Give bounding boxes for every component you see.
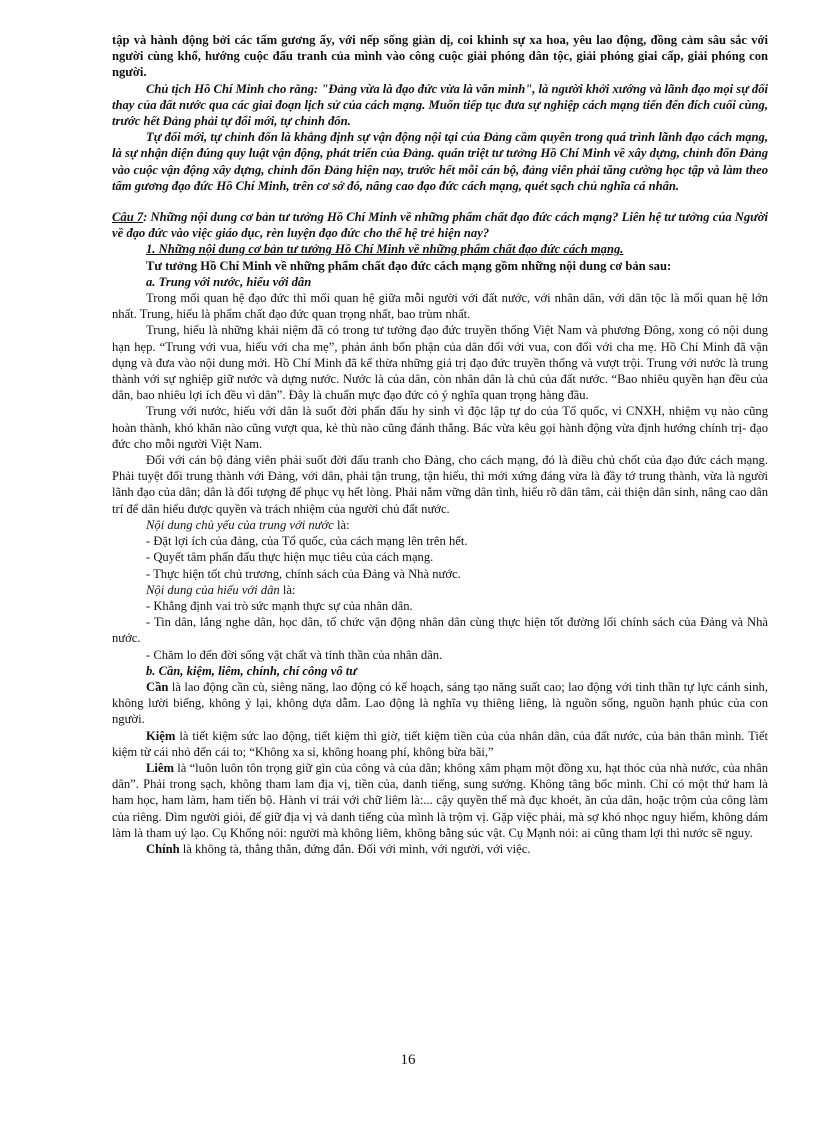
hieu-heading — [112, 582, 768, 598]
can-definition: là lao động cần cù, siêng năng, lao động có kế hoạch, sáng tạo năng suất cao; lao động với tinh thần tự lực cánh sinh, không lười biếng, không ỷ lại, không dựa dẫm. Lao động là nghĩa vụ thiêng liêng, là nguồn sống, nguồn hạnh phúc của con người. — [112, 679, 768, 727]
term-kiem: Kiệm — [146, 728, 176, 743]
list-item: - Đặt lợi ích của đảng, của Tổ quốc, của cách mạng lên trên hết. — [146, 534, 468, 549]
chinh-definition: là không tà, thẳng thắn, đứng đắn. Đối với mình, với người, với việc. — [179, 841, 531, 856]
paragraph-continued: tập và hành động bởi các tấm gương ấy, với nếp sống giản dị, coi khinh sự xa hoa, yêu lao động, đồng cảm sâu sắc với người cùng khổ, hướng cuộc đấu tranh của mình vào công cuộc giải phóng dân tộc, giải phóng giai cấp, giải phóng con người. — [112, 33, 768, 80]
term-chinh: Chính — [146, 841, 180, 856]
paragraph-chinh — [112, 841, 768, 857]
paragraph-ho-chi-minh-party: Chủ tịch Hồ Chí Minh cho rằng: "Đảng vừa là đạo đức vừa là văn minh", là người khởi xướng và lãnh đạo mọi sự đổi thay của đất nước qua các giai đoạn lịch sử của cách mạng. Muốn tiếp tục đưa sự nghiệp cách mạng tiến đến đích cuối cùng, trước hết Đảng phải tự đổi mới, tự chỉnh đốn. — [112, 81, 768, 129]
list-item: - Thực hiện tốt chủ trương, chính sách của Đảng và Nhà nước. — [146, 566, 461, 581]
paragraph-kiem — [112, 728, 768, 760]
liem-definition: là “luôn luôn tôn trọng giữ gìn của công và của dân; không xâm phạm một đồng xu, hạt thóc của nhà nước, của nhân dân”. Phải trong sạch, không tham lam địa vị, tiền của, danh tiếng, sung sướng. Không tâng bốc mình. Chỉ có một thứ ham là ham học, ham làm, ham tiến bộ. Hành vi trái với chữ liêm là:... cậy quyền thế mà đục khoét, ăn của dân, hoặc trộm của công làm của riêng. Dìm người giỏi, để giữ địa vị và danh tiếng của mình là trộm vị. Gặp việc phải, mà sợ khó nhọc nguy hiểm, không dám làm là tham uý lạo. Cụ Khổng nói: người mà không liêm, không bằng súc vật. Cụ Mạnh nói: ai cũng tham lợi thì nước sẽ nguy. — [112, 760, 768, 840]
term-can: Cần — [146, 679, 169, 694]
paragraph-a2: Trung, hiếu là những khái niệm đã có trong tư tưởng đạo đức truyền thống Việt Nam và phương Đông, xong có nội dung hạn hẹp. “Trung với vua, hiếu với cha mẹ”, phản ánh bổn phận của dân đối với vua, con đối với cha mẹ. Hồ Chí Minh đã vận dụng và đưa vào nội dung mới. Hồ Chí Minh đã kế thừa những giá trị đạo đức truyền thống và vượt trội. Trung với nước là trung thành với sự nghiệp giữ nước và dựng nước. Nước là của dân, còn nhân dân là chủ của đất nước. “Bao nhiêu quyền hạn đều của dân, bao nhiêu lợi ích đều vì dân”. Đây là chuẩn mực đạo đức có ý nghĩa quan trọng hàng đầu. — [112, 323, 768, 403]
trung-heading — [112, 517, 768, 533]
paragraph-liem — [112, 760, 768, 841]
list-item: - Tin dân, lắng nghe dân, học dân, tổ chức vận động nhân dân cùng thực hiện tốt đường lối chính sách của Đảng và Nhà nước. — [112, 615, 768, 646]
question-label: Câu 7 — [112, 210, 144, 225]
document-page — [112, 32, 768, 857]
spacer — [112, 194, 768, 209]
paragraph-can — [112, 679, 768, 728]
paragraph-self-renewal: Tự đổi mới, tự chỉnh đốn là khẳng định sự vận động nội tại của Đảng cầm quyền trong quá trình lãnh đạo cách mạng, là sự nhận diện đúng quy luật vận động, phát triển của Đảng. quán triệt tư tưởng Hồ Chí Minh về xây dựng, chỉnh đốn Đảng vào cuộc vận động xây dựng, chỉnh đốn Đảng hiện nay, trước hết mỗi cán bộ, đảng viên phải tăng cường học tập và làm theo tấm gương đạo đức Hồ Chí Minh, trên cơ sở đó, nâng cao đạo đức cách mạng, quét sạch chủ nghĩa cá nhân. — [112, 130, 768, 193]
list-item: - Quyết tâm phấn đấu thực hiện mục tiêu của cách mạng. — [146, 550, 434, 565]
list-item: - Chăm lo đến đời sống vật chất và tinh thần của nhân dân. — [146, 647, 443, 662]
hieu-label: Nội dung của hiếu với dân — [146, 582, 280, 597]
paragraph-a3: Trung với nước, hiếu với dân là suốt đời phấn đấu hy sinh vì độc lập tự do của Tổ quốc, vì CNXH, nhiệm vụ nào cũng hoàn thành, khó khăn nào cũng vượt qua, kẻ thù nào cũng đánh thắng. Bác vừa kêu gọi hành động vừa định hướng chính trị- đạo đức cho mỗi người Việt Nam. — [112, 404, 768, 451]
kiem-definition: là tiết kiệm sức lao động, tiết kiệm thì giờ, tiết kiệm tiền của của nhân dân, của đất nước, của bản thân mình. Tiết kiệm từ cái nhỏ đến cái to; “Không xa sỉ, không hoang phí, không bừa bãi,” — [112, 728, 768, 759]
section-heading-1: 1. Những nội dung cơ bản tư tưởng Hồ Chí Minh về những phẩm chất đạo đức cách mạng. — [146, 242, 624, 257]
question-text: : Những nội dung cơ bản tư tưởng Hồ Chí Minh về những phẩm chất đạo đức cách mạng? Liên hệ tư tưởng của Người về đạo đức vào việc giáo dục, rèn luyện đạo đức cho thế hệ trẻ hiện nay? — [112, 210, 768, 241]
paragraph-a1: Trong mối quan hệ đạo đức thì mối quan hệ giữa mỗi người với đất nước, với nhân dân, với dân tộc là mối quan hệ lớn nhất. Trung, hiếu là phẩm chất đạo đức quan trọng nhất, bao trùm nhất. — [112, 291, 768, 322]
trung-suffix: là: — [333, 517, 350, 532]
question-7 — [112, 209, 768, 241]
subheading-a: a. Trung với nước, hiếu với dân — [146, 274, 312, 289]
section-intro: Tư tưởng Hồ Chí Minh về những phẩm chất đạo đức cách mạng gồm những nội dung cơ bản sau: — [146, 258, 672, 273]
hieu-suffix: là: — [279, 582, 296, 597]
trung-label: Nội dung chủ yếu của trung với nước — [146, 517, 334, 532]
term-liem: Liêm — [146, 760, 174, 775]
list-item: - Khẳng định vai trò sức mạnh thực sự của nhân dân. — [146, 598, 413, 613]
subheading-b: b. Cần, kiệm, liêm, chính, chí công vô tư — [146, 663, 357, 678]
paragraph-a4: Đối với cán bộ đảng viên phải suốt đời đấu tranh cho Đảng, cho cách mạng, đó là điều chủ chốt của đạo đức cách mạng. Phải tuyệt đối trung thành với Đảng, với dân, phải tận trung, tận hiếu, thì mới xứng đáng vừa là đầy tớ trung thành, vừa là người lãnh đạo của dân; dân là đối tượng để phục vụ hết lòng. Phải nắm vững dân tình, hiểu rõ dân tâm, cải thiện dân sinh, nâng cao dân trí để dân hiểu được quyền và trách nhiệm của người chủ đất nước. — [112, 453, 768, 516]
page-number: 16 — [400, 1052, 416, 1068]
